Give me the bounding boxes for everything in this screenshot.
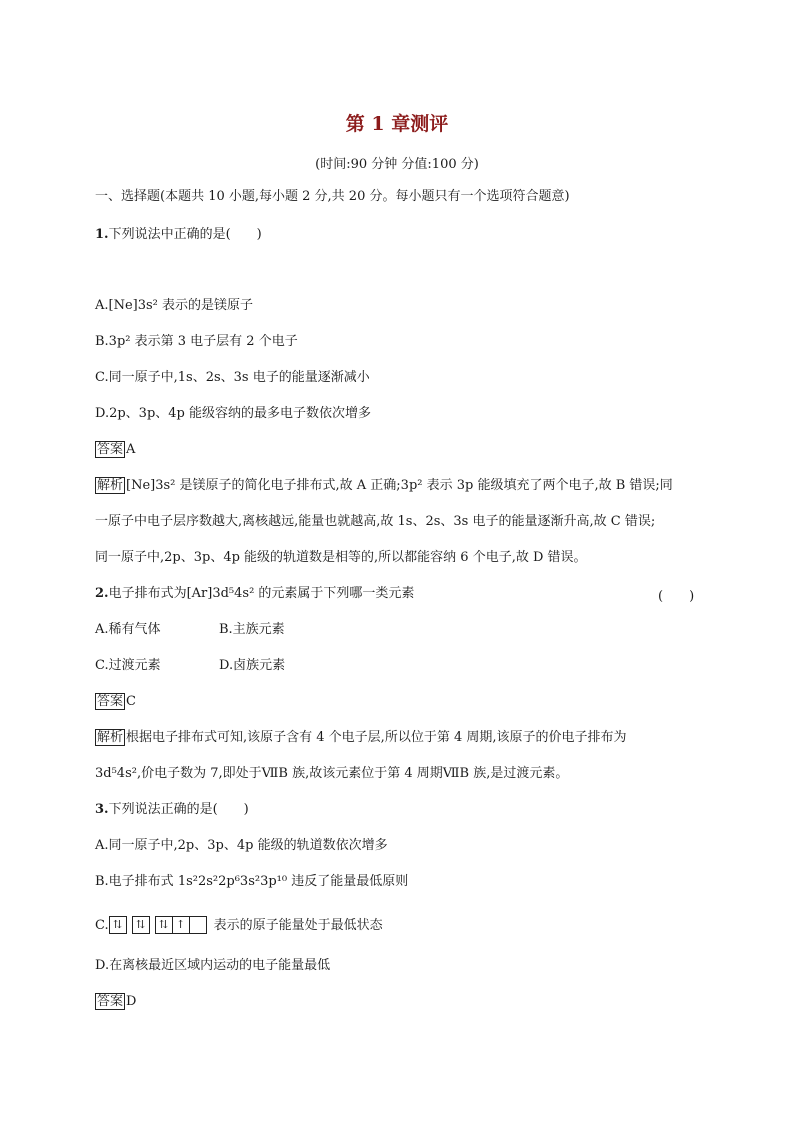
option-c xyxy=(95,916,383,935)
option-b: B.主族元素 xyxy=(219,622,285,637)
question-stem: 下列说法中正确的是( ) xyxy=(108,227,262,242)
orbital-box: ⇅ xyxy=(109,916,127,934)
orbital-diagram xyxy=(109,916,212,935)
analysis-line xyxy=(95,477,673,495)
analysis-text: 根据电子排布式可知,该原子含有 4 个电子层,所以位于第 4 周期,该原子的价电子排布为 xyxy=(126,730,627,745)
analysis-label: 解析 xyxy=(97,478,124,493)
analysis-text: [Ne]3s² 是镁原子的简化电子排布式,故 A 正确;3p² 表示 3p 能级填充了两个电子,故 B 错误;同 xyxy=(126,478,673,493)
orbital-box: ⇅ xyxy=(155,916,173,934)
option-c-text: 表示的原子能量处于最低状态 xyxy=(213,917,383,933)
question-number: 1. xyxy=(95,227,109,242)
answer-value: A xyxy=(126,442,136,457)
option-c: C.过渡元素 xyxy=(95,658,161,673)
answer-label: 答案 xyxy=(97,694,124,709)
analysis-line: 3d⁵4s²,价电子数为 7,即处于ⅦB 族,故该元素位于第 4 周期ⅦB 族,是过渡元素。 xyxy=(95,766,569,781)
analysis-line xyxy=(95,729,627,747)
orbital-1s xyxy=(109,916,126,935)
exam-info: (时间:90 分钟 分值:100 分) xyxy=(315,157,479,172)
question-3 xyxy=(95,801,249,819)
orbital-2s xyxy=(132,916,149,935)
option-c: C.同一原子中,1s、2s、3s 电子的能量逐渐减小 xyxy=(95,370,370,385)
orbital-box: ⇅ xyxy=(132,916,150,934)
answer-row xyxy=(95,441,135,459)
orbital-2p xyxy=(155,916,206,935)
option-b: B.3p² 表示第 3 电子层有 2 个电子 xyxy=(95,334,298,349)
option-b: B.电子排布式 1s²2s²2p⁶3s²3p¹⁰ 违反了能量最低原则 xyxy=(95,874,409,889)
answer-label: 答案 xyxy=(97,994,124,1009)
question-stem: 电子排布式为[Ar]3d⁵4s² 的元素属于下列哪一类元素 xyxy=(108,586,415,601)
orbital-box: ↑ xyxy=(172,916,190,934)
question-1 xyxy=(95,226,262,244)
answer-value: C xyxy=(126,694,136,709)
answer-row xyxy=(95,993,136,1011)
answer-blank: ( ) xyxy=(658,589,695,604)
answer-value: D xyxy=(126,994,137,1009)
page-title: 第 1 章测评 xyxy=(345,113,449,135)
option-a: A.[Ne]3s² 表示的是镁原子 xyxy=(95,298,254,313)
option-d: D.2p、3p、4p 能级容纳的最多电子数依次增多 xyxy=(95,406,372,421)
analysis-line: 一原子中电子层序数越大,离核越远,能量也就越高,故 1s、2s、3s 电子的能量逐渐升高,故 C 错误; xyxy=(95,514,656,529)
option-c-prefix: C. xyxy=(95,917,109,933)
answer-row xyxy=(95,693,136,711)
question-number: 2. xyxy=(95,586,109,601)
option-a: A.同一原子中,2p、3p、4p 能级的轨道数依次增多 xyxy=(95,838,388,853)
option-d: D.在离核最近区域内运动的电子能量最低 xyxy=(95,958,331,973)
option-a: A.稀有气体 xyxy=(95,622,161,637)
answer-label: 答案 xyxy=(97,442,124,457)
question-number: 3. xyxy=(95,802,109,817)
option-d: D.卤族元素 xyxy=(219,658,286,673)
section-heading: 一、选择题(本题共 10 小题,每小题 2 分,共 20 分。每小题只有一个选项符合题意) xyxy=(95,189,570,204)
question-2 xyxy=(95,585,414,603)
analysis-label: 解析 xyxy=(97,730,124,745)
analysis-line: 同一原子中,2p、3p、4p 能级的轨道数是相等的,所以都能容纳 6 个电子,故 D 错误。 xyxy=(95,550,587,565)
orbital-box xyxy=(189,916,207,934)
question-stem: 下列说法正确的是( ) xyxy=(108,802,249,817)
